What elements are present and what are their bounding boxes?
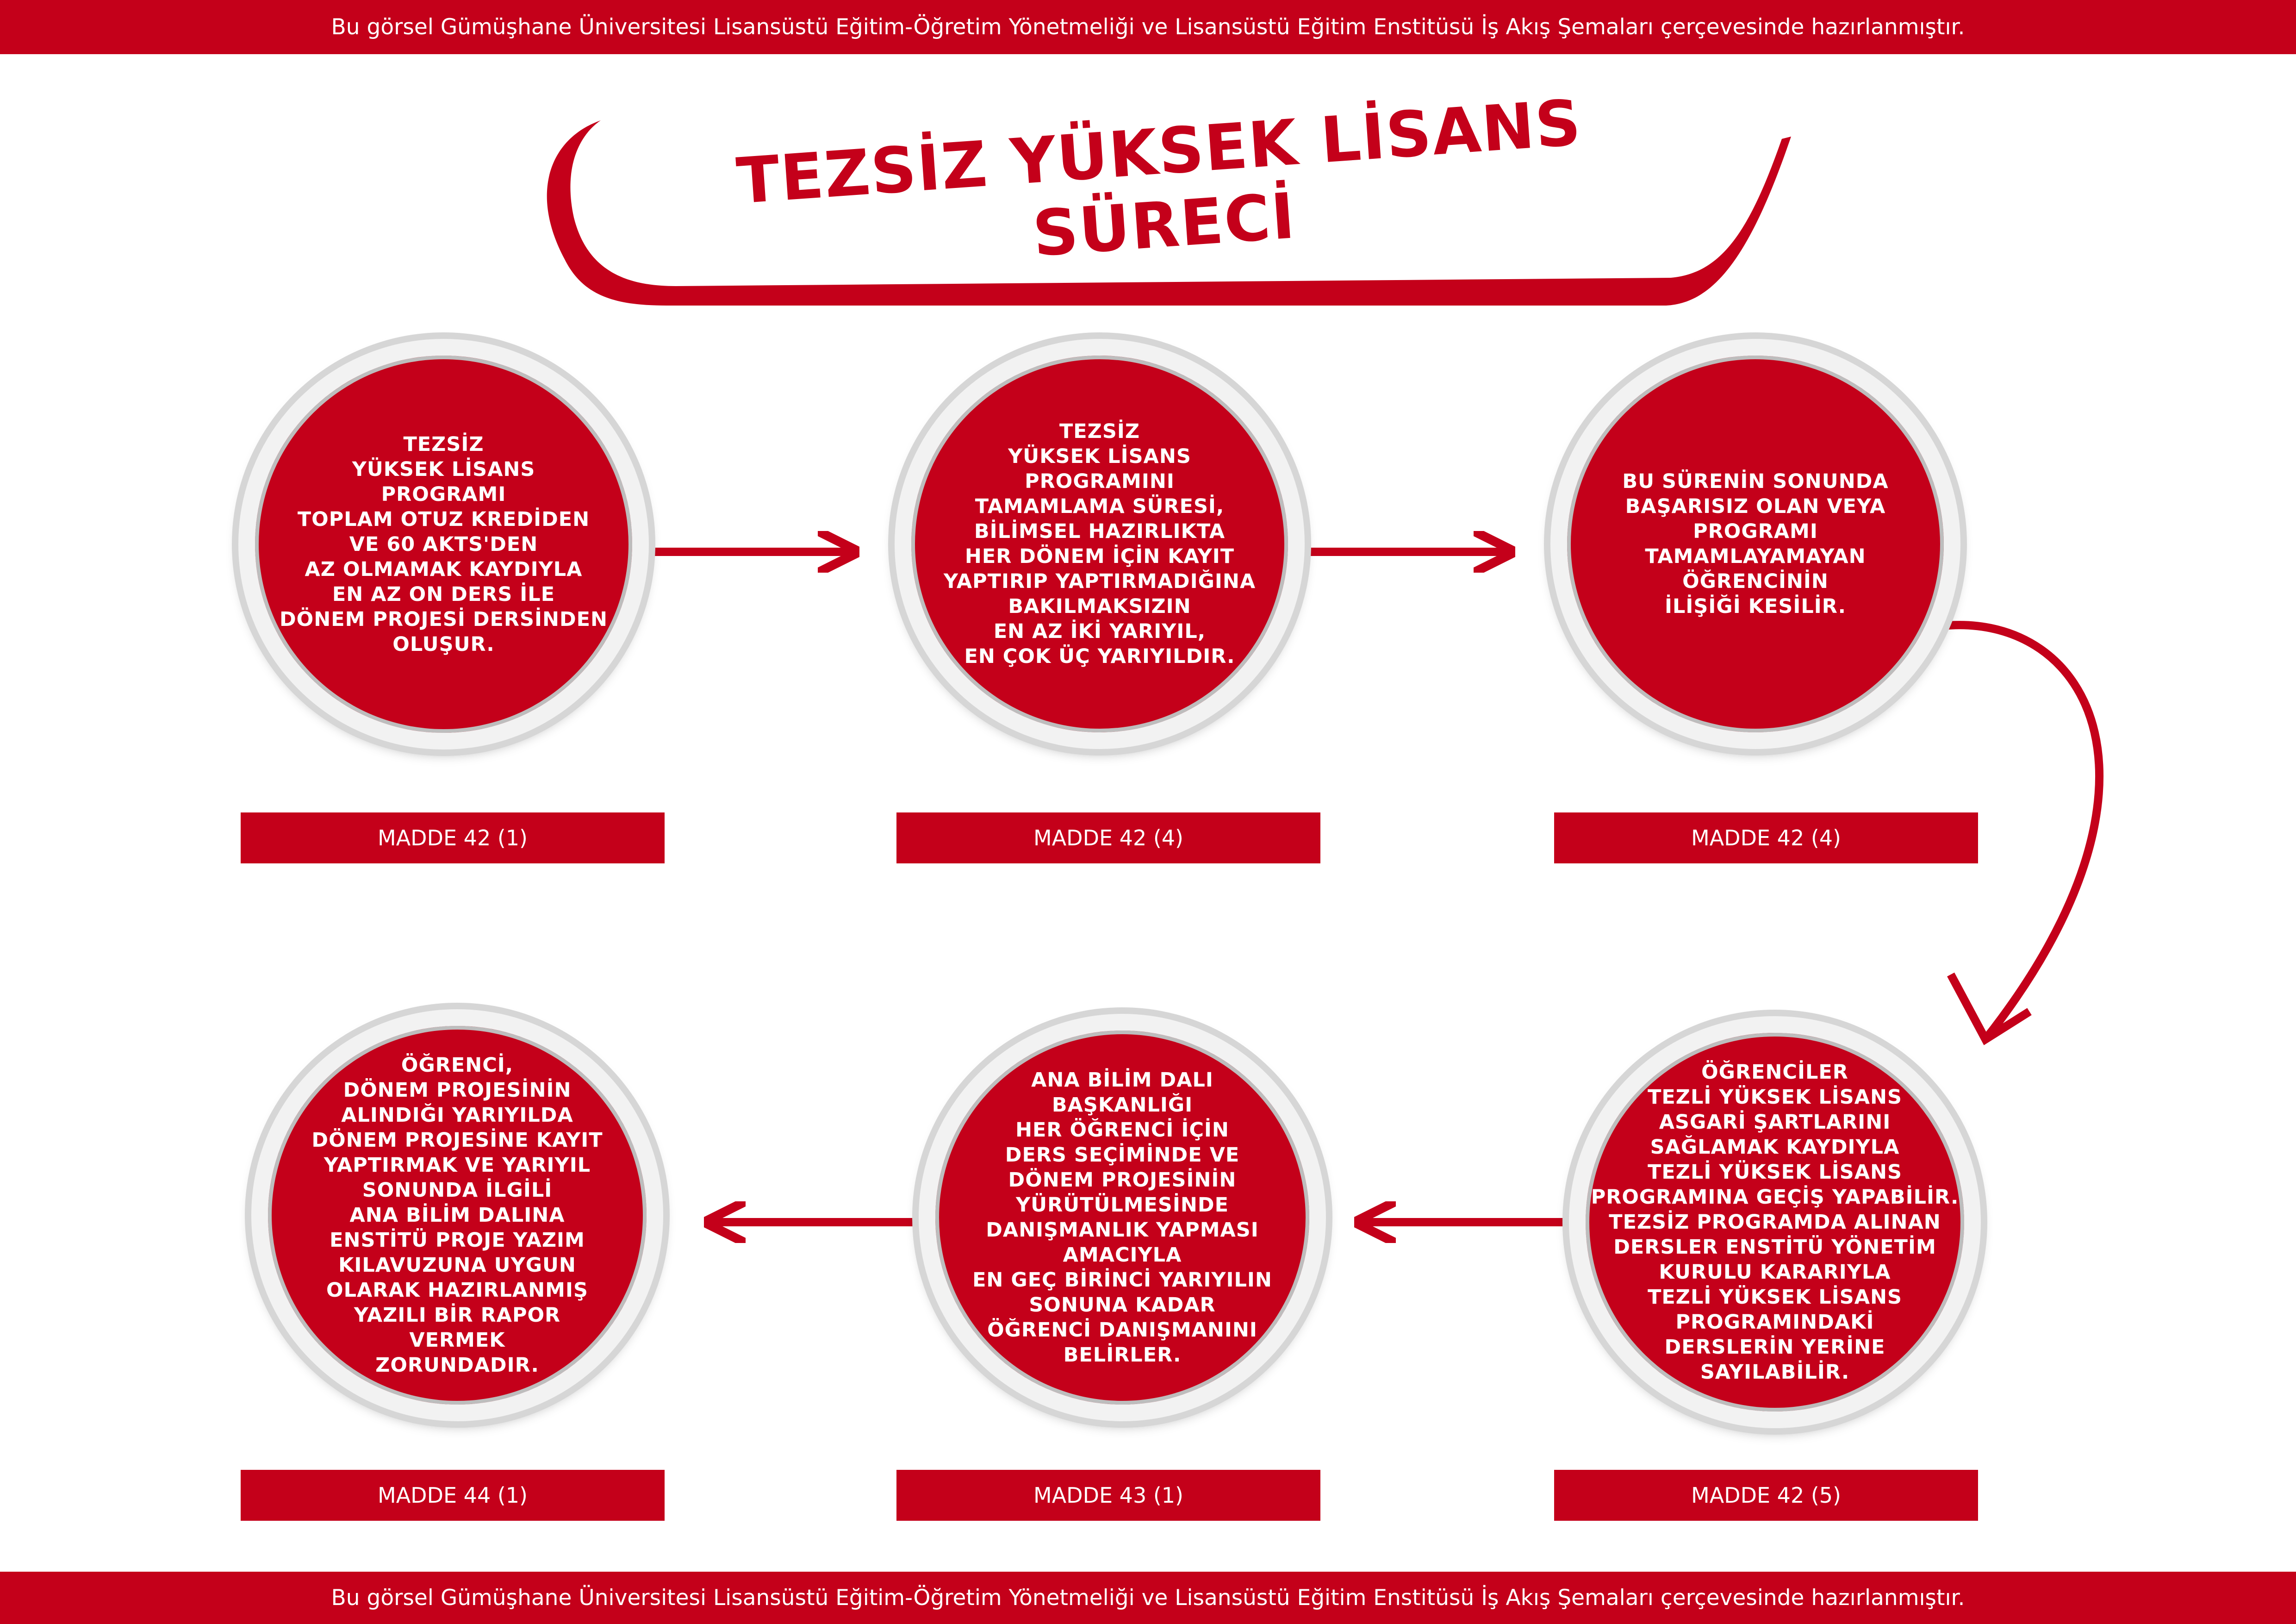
step-6-text: ÖĞRENCİ, DÖNEM PROJESİNİN ALINDIĞI YARIYILDA DÖNEM PROJESİNE KAYIT YAPTIRMAK VE YARIYIL SONUNDA İLGİLİ ANA BİLİM DALINA ENSTİTÜ PROJE YAZIM KILAVUZUNA UYGUN OLARAK HAZIRLANMIŞ YAZILI BİR RAPOR VERMEK ZORUNDADIR. [311, 1054, 603, 1377]
step-6-circle [251, 1009, 663, 1421]
step-4-circle [1569, 1016, 1981, 1428]
step-1-circle [238, 339, 649, 750]
step-4-text: ÖĞRENCİLER TEZLİ YÜKSEK LİSANS ASGARİ ŞARTLARINI SAĞLAMAK KAYDIYLA TEZLİ YÜKSEK LİSANS PROGRAMINA GEÇİŞ YAPABİLİR. TEZSİZ PROGRAMDA ALINAN DERSLER ENSTİTÜ YÖNETİM KURULU KARARIYLA TEZLİ YÜKSEK LİSANS PROGRAMINDAKİ DERSLERİN YERİNE SAYILABİLİR. [1591, 1061, 1959, 1384]
step-2-text: TEZSİZ YÜKSEK LİSANS PROGRAMINI TAMAMLAMA SÜRESİ, BİLİMSEL HAZIRLIKTA HER DÖNEM İÇİN KAYIT YAPTIRIP YAPTIRMADIĞINA BAKILMAKSIZIN EN AZ İKİ YARIYIL, EN ÇOK ÜÇ YARIYILDIR. [943, 420, 1256, 668]
step-5-circle [919, 1014, 1326, 1421]
step-6-madde: MADDE 44 (1) [241, 1470, 665, 1521]
step-3-madde: MADDE 42 (4) [1554, 812, 1978, 863]
step-3-text: BU SÜRENİN SONUNDA BAŞARISIZ OLAN VEYA PROGRAMI TAMAMLAYAMAYAN ÖĞRENCİNİN İLİŞİĞİ KESİLİR. [1622, 470, 1889, 618]
step-3-circle [1550, 339, 1960, 749]
step-1-text: TEZSİZ YÜKSEK LİSANS PROGRAMI TOPLAM OTUZ KREDİDEN VE 60 AKTS'DEN AZ OLMAMAK KAYDIYLA EN AZ ON DERS İLE DÖNEM PROJESİ DERSİNDEN OLUŞUR. [279, 432, 608, 656]
bottom-banner-text: Bu görsel Gümüşhane Üniversitesi Lisansüstü Eğitim-Öğretim Yönetmeliği ve Lisansüstü Eğitim Enstitüsü İş Akış Şemaları çerçevesinde hazırlanmıştır. [331, 1585, 1965, 1611]
step-5-madde: MADDE 43 (1) [896, 1470, 1320, 1521]
step-1-madde: MADDE 42 (1) [241, 812, 665, 863]
bottom-banner [0, 1572, 2296, 1624]
step-2-circle [895, 339, 1305, 749]
top-banner-text: Bu görsel Gümüşhane Üniversitesi Lisansüstü Eğitim-Öğretim Yönetmeliği ve Lisansüstü Eğitim Enstitüsü İş Akış Şemaları çerçevesinde hazırlanmıştır. [331, 14, 1965, 40]
step-5-text: ANA BİLİM DALI BAŞKANLIĞI HER ÖĞRENCİ İÇİN DERS SEÇİMİNDE VE DÖNEM PROJESİNİN YÜRÜTÜLMESİNDE DANIŞMANLIK YAPMASI AMACIYLA EN GEÇ BİRİNCİ YARIYILIN SONUNA KADAR ÖĞRENCİ DANIŞMANINI BELİRLER. [972, 1068, 1272, 1367]
step-2-madde: MADDE 42 (4) [896, 812, 1320, 863]
step-4-madde: MADDE 42 (5) [1554, 1470, 1978, 1521]
page-title-text: TEZSİZ YÜKSEK LİSANS SÜRECİ [734, 86, 1584, 271]
